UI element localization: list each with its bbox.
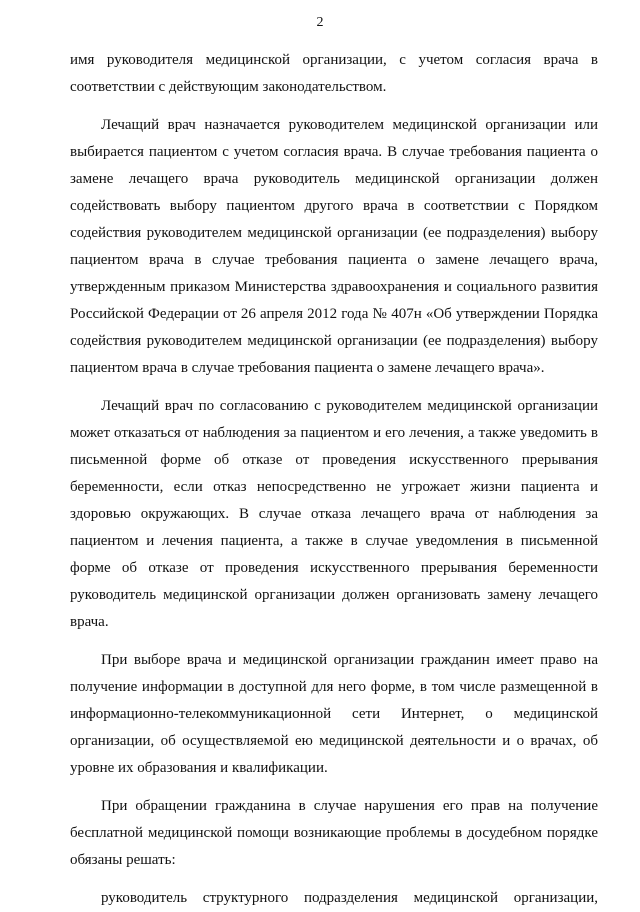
paragraph-attending-physician-appointment: Лечащий врач назначается руководителем медицинской организации или выбирается пациентом с учетом согласия врача. В случае требования пациента о замене лечащего врача руководитель медицинской организации должен содействовать выбору пациентом другого врача в соответствии с Порядком содействия руководителем медицинской организации (ее подразделения) выбору пациентом врача в случае требования пациента о замене лечащего врача, утвержденным приказом Министерства здравоохранения и социального развития Российской Федерации от 26 апреля 2012 года № 407н «Об утверждении Порядка содействия руководителем медицинской организации (ее подразделения) выбору пациентом врача в случае требования пациента о замене лечащего врача». bbox=[70, 117, 598, 376]
document-body bbox=[70, 47, 598, 912]
paragraph-physician-refusal: Лечащий врач по согласованию с руководителем медицинской организации может отказаться от наблюдения за пациентом и его лечения, а также уведомить в письменной форме об отказе от проведения искусственного прерывания беременности, если отказ непосредственно не угрожает жизни пациента и здоровью окружающих. В случае отказа лечащего врача от наблюдения за пациентом и лечения пациента, а также в случае уведомления в письменной форме об отказе от проведения искусственного прерывания беременности руководитель медицинской организации должен организовать замену лечащего врача. bbox=[70, 398, 598, 630]
paragraph-rights-violation: При обращении гражданина в случае нарушения его прав на получение бесплатной медицинской помощи возникающие проблемы в досудебном порядке обязаны решать: bbox=[70, 798, 598, 868]
paragraph-structural-unit-head: руководитель структурного подразделения медицинской организации, bbox=[101, 890, 598, 906]
page-number: 2 bbox=[316, 15, 324, 30]
paragraph-continuation: имя руководителя медицинской организации, с учетом согласия врача в соответствии с действующим законодательством. bbox=[70, 52, 598, 95]
paragraph-right-to-information: При выборе врача и медицинской организации гражданин имеет право на получение информации в доступной для него форме, в том числе размещенной в информационно-телекоммуникационной сети Интернет, о медицинской организации, об осуществляемой ею медицинской деятельности и о врачах, об уровне их образования и квалификации. bbox=[70, 652, 598, 776]
